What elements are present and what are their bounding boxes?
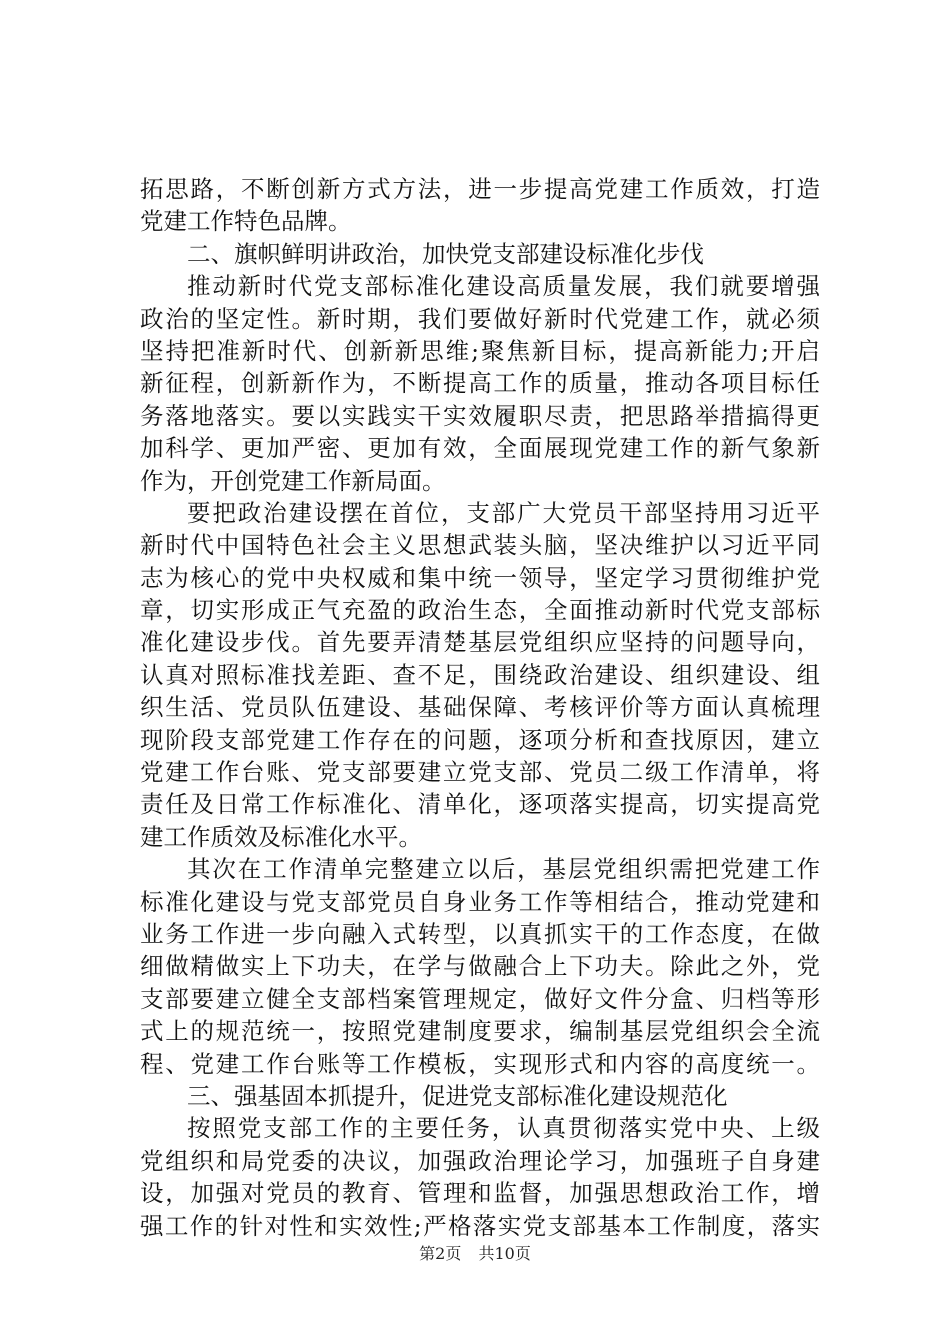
section-heading: 三、强基固本抓提升，促进党支部标准化建设规范化: [187, 1081, 728, 1110]
text-line: 新征程，创新新作为，不断提高工作的质量，推动各项目标任: [140, 369, 820, 398]
page-number: 第2页: [419, 1244, 462, 1263]
text-line: 章，切实形成正气充盈的政治生态，全面推动新时代党支部标: [140, 596, 820, 625]
text-line: 其次在工作清单完整建立以后，基层党组织需把党建工作: [187, 855, 820, 884]
text-line: 准化建设步伐。首先要弄清楚基层党组织应坚持的问题导向，: [140, 628, 820, 657]
text-line: 现阶段支部党建工作存在的问题，逐项分析和查找原因，建立: [140, 725, 820, 754]
text-line: 志为核心的党中央权威和集中统一领导，坚定学习贯彻维护党: [140, 563, 820, 592]
text-line: 要把政治建设摆在首位，支部广大党员干部坚持用习近平: [187, 498, 820, 527]
text-line: 坚持把准新时代、创新新思维;聚焦新目标，提高新能力;开启: [140, 336, 820, 365]
text-line: 设，加强对党员的教育、管理和监督，加强思想政治工作，增: [140, 1179, 820, 1208]
text-line: 责任及日常工作标准化、清单化，逐项落实提高，切实提高党: [140, 790, 820, 819]
text-line: 式上的规范统一，按照党建制度要求，编制基层党组织会全流: [140, 1017, 820, 1046]
text-line: 业务工作进一步向融入式转型，以真抓实干的工作态度，在做: [140, 919, 820, 948]
text-line: 建工作质效及标准化水平。: [140, 822, 422, 851]
text-line: 强工作的针对性和实效性;严格落实党支部基本工作制度，落实: [140, 1211, 820, 1240]
text-line: 新时代中国特色社会主义思想武装头脑，坚决维护以习近平同: [140, 531, 820, 560]
text-line: 标准化建设与党支部党员自身业务工作等相结合，推动党建和: [140, 887, 820, 916]
text-line: 认真对照标准找差距、查不足，围绕政治建设、组织建设、组: [140, 660, 820, 689]
text-line: 党组织和局党委的决议，加强政治理论学习，加强班子自身建: [140, 1146, 820, 1175]
text-line: 推动新时代党支部标准化建设高质量发展，我们就要增强: [187, 272, 820, 301]
section-heading: 二、旗帜鲜明讲政治，加快党支部建设标准化步伐: [187, 239, 704, 268]
text-line: 政治的坚定性。新时期，我们要做好新时代党建工作，就必须: [140, 304, 820, 333]
text-line: 加科学、更加严密、更加有效，全面展现党建工作的新气象新: [140, 434, 820, 463]
text-line: 作为，开创党建工作新局面。: [140, 466, 446, 495]
text-line: 按照党支部工作的主要任务，认真贯彻落实党中央、上级: [187, 1114, 820, 1143]
text-line: 党建工作特色品牌。: [140, 207, 352, 236]
text-line: 细做精做实上下功夫，在学与做融合上下功夫。除此之外，党: [140, 952, 820, 981]
text-line: 织生活、党员队伍建设、基础保障、考核评价等方面认真梳理: [140, 693, 820, 722]
text-line: 支部要建立健全支部档案管理规定，做好文件分盒、归档等形: [140, 984, 820, 1013]
text-line: 务落地落实。要以实践实干实效履职尽责，把思路举措搞得更: [140, 401, 820, 430]
document-body: [140, 173, 820, 1242]
text-line: 程、党建工作台账等工作模板，实现形式和内容的高度统一。: [140, 1049, 820, 1078]
text-line: 党建工作台账、党支部要建立党支部、党员二级工作清单，将: [140, 758, 820, 787]
page-total: 共10页: [478, 1244, 531, 1263]
page-footer: [0, 1241, 950, 1264]
text-line: 拓思路，不断创新方式方法，进一步提高党建工作质效，打造: [140, 175, 820, 203]
